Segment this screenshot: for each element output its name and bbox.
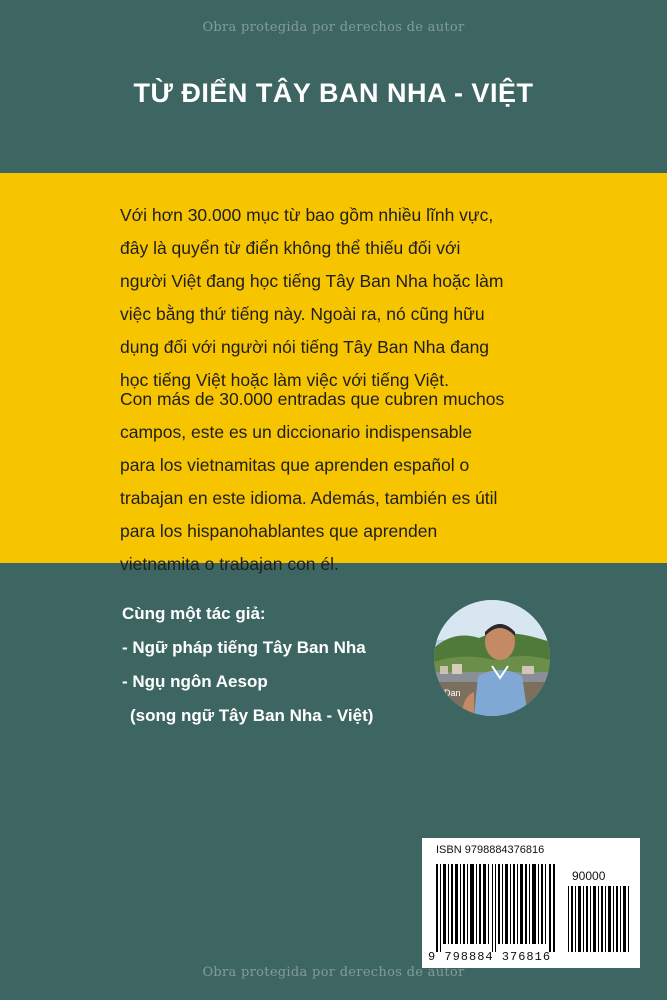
description-band [0, 173, 667, 574]
description-es-line: trabajan en este idioma. Además, también es útil [120, 488, 498, 508]
description-vi-line: đây là quyển từ điển không thể thiếu đối với [120, 238, 461, 258]
description-es-line: Con más de 30.000 entradas que cubren muchos [120, 389, 505, 409]
description-es-line: para los hispanohablantes que aprenden [120, 521, 438, 541]
isbn-barcode-box [422, 838, 640, 968]
book-title: TỪ ĐIỂN TÂY BAN NHA - VIỆT [133, 78, 534, 108]
description-vietnamese [120, 199, 560, 397]
addon-barcode [568, 886, 630, 952]
description-vi-line: Với hơn 30.000 mục từ bao gồm nhiều lĩnh vực, [120, 205, 494, 225]
watermark-top: Obra protegida por derechos de autor [202, 20, 465, 35]
barcode-number: 9 798884 376816 [428, 950, 552, 964]
description-vi-line: dụng đối với người nói tiếng Tây Ban Nha đang [120, 337, 490, 357]
photo-caption: Dan [444, 688, 461, 698]
price-code: 90000 [572, 869, 606, 883]
author-works-list [122, 597, 373, 733]
description-es-line: campos, este es un diccionario indispensable [120, 422, 473, 442]
author-work-item: - Ngữ pháp tiếng Tây Ban Nha [122, 638, 366, 657]
description-es-line: para los vietnamitas que aprenden español o [120, 455, 470, 475]
author-photo-image [434, 600, 550, 716]
description-spanish [120, 383, 560, 581]
author-work-item: - Ngụ ngôn Aesop [122, 672, 268, 691]
description-vi-line: việc bằng thứ tiếng này. Ngoài ra, nó cũng hữu [120, 304, 485, 324]
watermark-bottom: Obra protegida por derechos de autor [202, 965, 465, 980]
description-vi-line: học tiếng Việt hoặc làm việc với tiếng Việt. [120, 370, 449, 390]
author-photo [434, 600, 550, 716]
description-es-line: vietnamita o trabajan con él. [120, 554, 339, 574]
main-barcode [436, 864, 556, 952]
author-works-heading: Cùng một tác giả: [122, 604, 266, 623]
isbn-label: ISBN 9798884376816 [436, 844, 545, 856]
description-vi-line: người Việt đang học tiếng Tây Ban Nha hoặc làm [120, 271, 504, 291]
author-work-note: (song ngữ Tây Ban Nha - Việt) [130, 706, 374, 725]
